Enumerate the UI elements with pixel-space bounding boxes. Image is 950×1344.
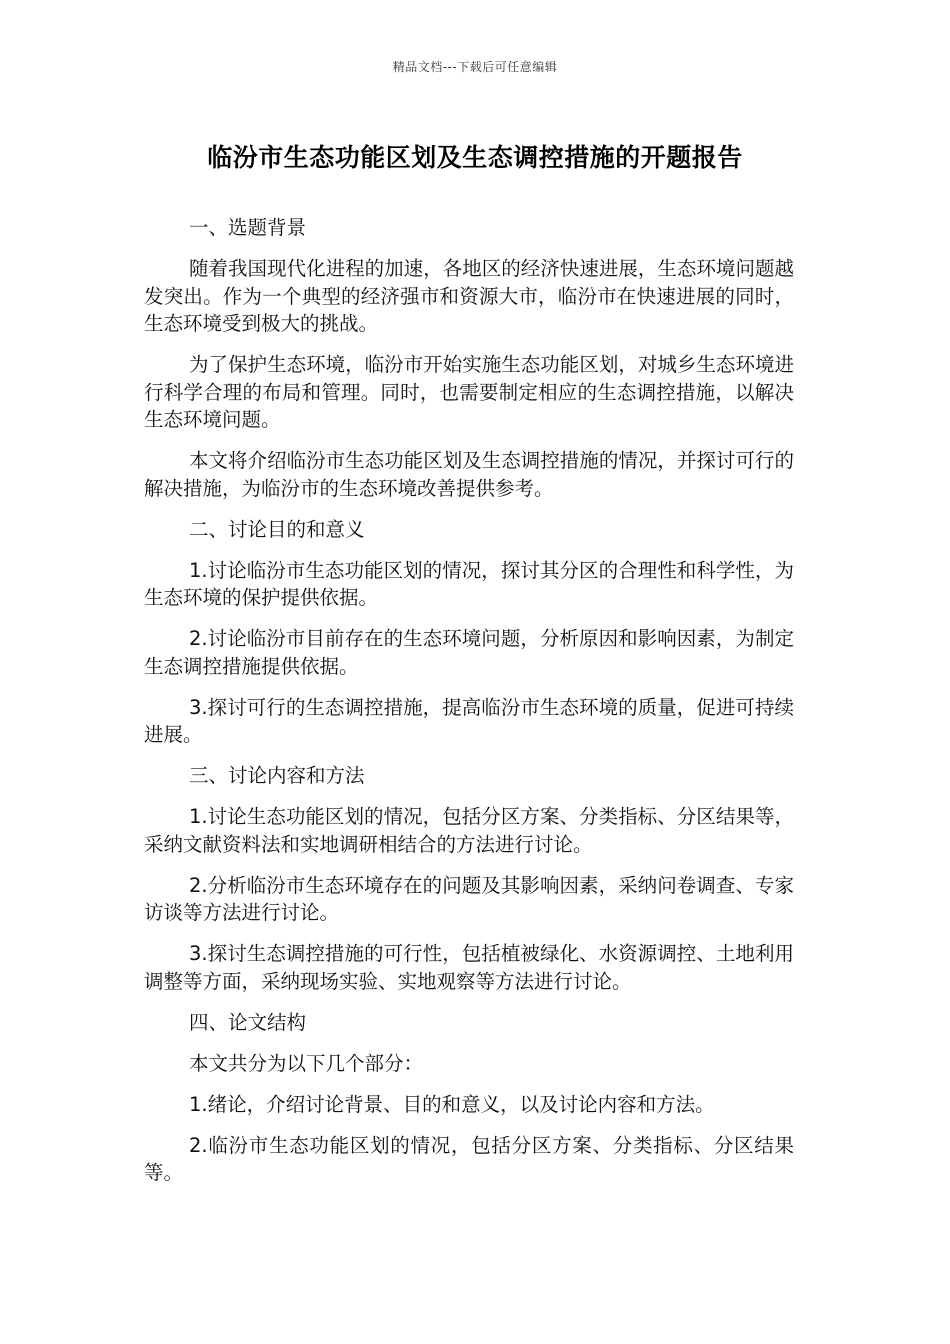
paragraph: 为了保护生态环境，临汾市开始实施生态功能区划，对城乡生态环境进行科学合理的布局和管理。同时，也需要制定相应的生态调控措施，以解决生态环境问题。 [144, 353, 794, 431]
header-note: 精品文档---下载后可任意编辑 [392, 60, 558, 74]
paragraph: 2.分析临汾市生态环境存在的问题及其影响因素，采纳问卷调查、专家访谈等方法进行讨论。 [144, 873, 794, 924]
section-heading-background: 一、选题背景 [189, 216, 307, 239]
paragraph: 本文共分为以下几个部分： [189, 1051, 424, 1075]
paragraph: 2.讨论临汾市目前存在的生态环境问题，分析原因和影响因素，为制定生态调控措施提供依据。 [144, 627, 794, 678]
paragraph: 2.临汾市生态功能区划的情况，包括分区方案、分类指标、分区结果等。 [144, 1133, 794, 1184]
paragraph: 3.探讨可行的生态调控措施，提高临汾市生态环境的质量，促进可持续进展。 [144, 695, 794, 746]
paragraph: 1.讨论临汾市生态功能区划的情况，探讨其分区的合理性和科学性，为生态环境的保护提供依据。 [144, 558, 794, 609]
paragraph: 本文将介绍临汾市生态功能区划及生态调控措施的情况，并探讨可行的解决措施，为临汾市的生态环境改善提供参考。 [144, 449, 794, 500]
section-heading-purpose: 二、讨论目的和意义 [189, 517, 365, 541]
section-heading-structure: 四、论文结构 [189, 1010, 307, 1034]
document-body [144, 214, 794, 1200]
document-title: 临汾市生态功能区划及生态调控措施的开题报告 [207, 143, 743, 172]
section-heading-methods: 三、讨论内容和方法 [189, 764, 365, 787]
paragraph: 随着我国现代化进程的加速，各地区的经济快速进展，生态环境问题越发突出。作为一个典型的经济强市和资源大市，临汾市在快速进展的同时，生态环境受到极大的挑战。 [144, 257, 794, 335]
paragraph: 1.讨论生态功能区划的情况，包括分区方案、分类指标、分区结果等，采纳文献资料法和实地调研相结合的方法进行讨论。 [144, 805, 794, 856]
paragraph: 1.绪论，介绍讨论背景、目的和意义，以及讨论内容和方法。 [189, 1092, 715, 1116]
paragraph: 3.探讨生态调控措施的可行性，包括植被绿化、水资源调控、土地利用调整等方面，采纳现场实验、实地观察等方法进行讨论。 [144, 942, 794, 993]
